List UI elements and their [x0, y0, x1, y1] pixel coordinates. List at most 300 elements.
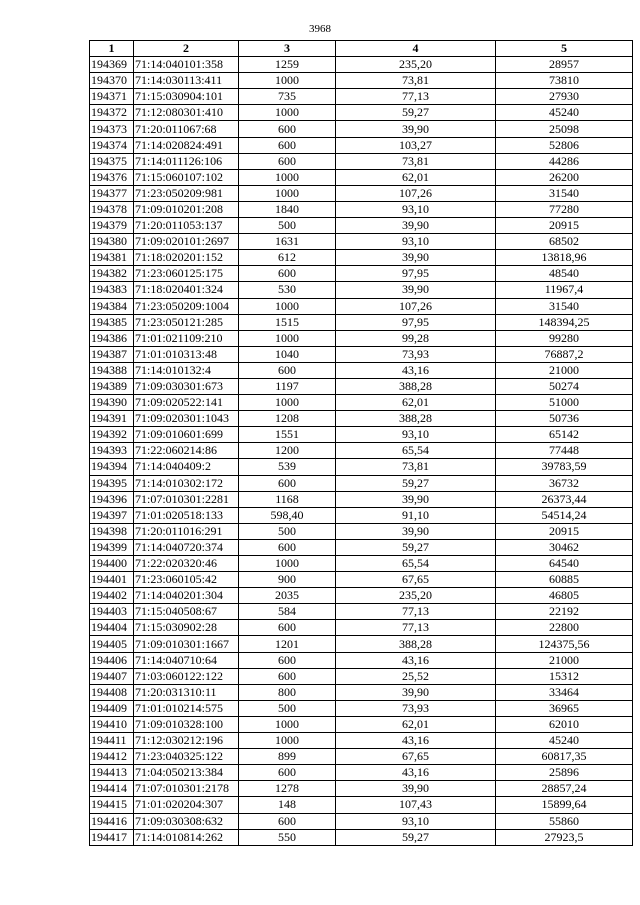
table-row	[90, 137, 633, 153]
cadastral-number-cell: 71:09:010601:699	[134, 427, 239, 443]
cadastral-number-cell: 71:22:020320:46	[134, 556, 239, 572]
table-row	[90, 733, 633, 749]
row-id-cell: 194410	[90, 716, 134, 732]
value-cell: 21000	[496, 652, 633, 668]
rate-cell: 59,27	[336, 539, 496, 555]
area-cell: 1000	[239, 395, 336, 411]
value-cell: 50274	[496, 378, 633, 394]
area-cell: 600	[239, 668, 336, 684]
row-id-cell: 194374	[90, 137, 134, 153]
row-id-cell: 194411	[90, 733, 134, 749]
table-row	[90, 636, 633, 652]
table-row	[90, 153, 633, 169]
area-cell: 1000	[239, 169, 336, 185]
rate-cell: 388,28	[336, 636, 496, 652]
value-cell: 52806	[496, 137, 633, 153]
value-cell: 60885	[496, 572, 633, 588]
header-row	[90, 41, 633, 57]
area-cell: 1000	[239, 73, 336, 89]
area-cell: 2035	[239, 588, 336, 604]
area-cell: 598,40	[239, 507, 336, 523]
area-cell: 600	[239, 652, 336, 668]
row-id-cell: 194406	[90, 652, 134, 668]
column-header-1: 1	[90, 41, 134, 57]
area-cell: 900	[239, 572, 336, 588]
area-cell: 1200	[239, 443, 336, 459]
cadastral-number-cell: 71:23:040325:122	[134, 749, 239, 765]
table-row	[90, 105, 633, 121]
row-id-cell: 194373	[90, 121, 134, 137]
area-cell: 600	[239, 539, 336, 555]
cadastral-number-cell: 71:14:040101:358	[134, 57, 239, 73]
cadastral-number-cell: 71:22:060214:86	[134, 443, 239, 459]
rate-cell: 99,28	[336, 330, 496, 346]
value-cell: 33464	[496, 684, 633, 700]
rate-cell: 73,93	[336, 700, 496, 716]
rate-cell: 39,90	[336, 781, 496, 797]
value-cell: 22192	[496, 604, 633, 620]
value-cell: 22800	[496, 620, 633, 636]
rate-cell: 59,27	[336, 105, 496, 121]
row-id-cell: 194379	[90, 218, 134, 234]
row-id-cell: 194400	[90, 556, 134, 572]
table-row	[90, 829, 633, 845]
area-cell: 500	[239, 523, 336, 539]
row-id-cell: 194402	[90, 588, 134, 604]
rate-cell: 235,20	[336, 57, 496, 73]
table-row	[90, 314, 633, 330]
area-cell: 1000	[239, 330, 336, 346]
area-cell: 1515	[239, 314, 336, 330]
row-id-cell: 194381	[90, 250, 134, 266]
row-id-cell: 194396	[90, 491, 134, 507]
table-row	[90, 57, 633, 73]
rate-cell: 39,90	[336, 523, 496, 539]
row-id-cell: 194415	[90, 797, 134, 813]
table-row	[90, 89, 633, 105]
rate-cell: 43,16	[336, 362, 496, 378]
rate-cell: 103,27	[336, 137, 496, 153]
value-cell: 62010	[496, 716, 633, 732]
cadastral-number-cell: 71:15:030904:101	[134, 89, 239, 105]
row-id-cell: 194388	[90, 362, 134, 378]
table-row	[90, 652, 633, 668]
table-row	[90, 411, 633, 427]
row-id-cell: 194397	[90, 507, 134, 523]
data-table	[89, 40, 633, 846]
cadastral-number-cell: 71:04:050213:384	[134, 765, 239, 781]
value-cell: 65142	[496, 427, 633, 443]
value-cell: 64540	[496, 556, 633, 572]
rate-cell: 59,27	[336, 475, 496, 491]
cadastral-number-cell: 71:14:020824:491	[134, 137, 239, 153]
row-id-cell: 194386	[90, 330, 134, 346]
table-row	[90, 813, 633, 829]
area-cell: 600	[239, 620, 336, 636]
row-id-cell: 194377	[90, 185, 134, 201]
row-id-cell: 194378	[90, 201, 134, 217]
cadastral-number-cell: 71:20:011053:137	[134, 218, 239, 234]
rate-cell: 67,65	[336, 749, 496, 765]
cadastral-number-cell: 71:14:040710:64	[134, 652, 239, 668]
column-header-4: 4	[336, 41, 496, 57]
area-cell: 600	[239, 266, 336, 282]
value-cell: 36732	[496, 475, 633, 491]
table-row	[90, 234, 633, 250]
row-id-cell: 194394	[90, 459, 134, 475]
table-row	[90, 73, 633, 89]
cadastral-number-cell: 71:14:030113:411	[134, 73, 239, 89]
value-cell: 15312	[496, 668, 633, 684]
rate-cell: 93,10	[336, 201, 496, 217]
area-cell: 1197	[239, 378, 336, 394]
rate-cell: 65,54	[336, 556, 496, 572]
area-cell: 1040	[239, 346, 336, 362]
value-cell: 26200	[496, 169, 633, 185]
value-cell: 54514,24	[496, 507, 633, 523]
value-cell: 39783,59	[496, 459, 633, 475]
rate-cell: 39,90	[336, 218, 496, 234]
table-row	[90, 185, 633, 201]
area-cell: 612	[239, 250, 336, 266]
row-id-cell: 194408	[90, 684, 134, 700]
cadastral-number-cell: 71:14:010814:262	[134, 829, 239, 845]
row-id-cell: 194404	[90, 620, 134, 636]
column-header-3: 3	[239, 41, 336, 57]
row-id-cell: 194403	[90, 604, 134, 620]
value-cell: 30462	[496, 539, 633, 555]
value-cell: 11967,4	[496, 282, 633, 298]
rate-cell: 73,81	[336, 459, 496, 475]
area-cell: 1000	[239, 556, 336, 572]
rate-cell: 77,13	[336, 89, 496, 105]
area-cell: 1000	[239, 185, 336, 201]
area-cell: 600	[239, 362, 336, 378]
table-row	[90, 201, 633, 217]
rate-cell: 39,90	[336, 684, 496, 700]
rate-cell: 97,95	[336, 314, 496, 330]
table-row	[90, 781, 633, 797]
area-cell: 584	[239, 604, 336, 620]
area-cell: 600	[239, 765, 336, 781]
cadastral-number-cell: 71:07:010301:2281	[134, 491, 239, 507]
table-row	[90, 556, 633, 572]
rate-cell: 73,81	[336, 73, 496, 89]
value-cell: 31540	[496, 298, 633, 314]
cadastral-number-cell: 71:23:060105:42	[134, 572, 239, 588]
value-cell: 13818,96	[496, 250, 633, 266]
area-cell: 735	[239, 89, 336, 105]
area-cell: 530	[239, 282, 336, 298]
page-number: 3968	[309, 23, 331, 35]
rate-cell: 59,27	[336, 829, 496, 845]
rate-cell: 107,43	[336, 797, 496, 813]
row-id-cell: 194382	[90, 266, 134, 282]
table-row	[90, 765, 633, 781]
table-row	[90, 346, 633, 362]
row-id-cell: 194405	[90, 636, 134, 652]
value-cell: 46805	[496, 588, 633, 604]
cadastral-number-cell: 71:09:030308:632	[134, 813, 239, 829]
cadastral-number-cell: 71:01:020204:307	[134, 797, 239, 813]
table-row	[90, 539, 633, 555]
table-row	[90, 459, 633, 475]
value-cell: 31540	[496, 185, 633, 201]
value-cell: 76887,2	[496, 346, 633, 362]
row-id-cell: 194376	[90, 169, 134, 185]
area-cell: 899	[239, 749, 336, 765]
area-cell: 600	[239, 121, 336, 137]
rate-cell: 388,28	[336, 411, 496, 427]
rate-cell: 62,01	[336, 716, 496, 732]
area-cell: 1000	[239, 298, 336, 314]
cadastral-number-cell: 71:14:040201:304	[134, 588, 239, 604]
area-cell: 1201	[239, 636, 336, 652]
table-row	[90, 218, 633, 234]
table-row	[90, 298, 633, 314]
rate-cell: 235,20	[336, 588, 496, 604]
table-row	[90, 523, 633, 539]
area-cell: 500	[239, 700, 336, 716]
cadastral-number-cell: 71:01:010214:575	[134, 700, 239, 716]
row-id-cell: 194395	[90, 475, 134, 491]
rate-cell: 107,26	[336, 185, 496, 201]
rate-cell: 39,90	[336, 282, 496, 298]
value-cell: 68502	[496, 234, 633, 250]
cadastral-number-cell: 71:20:031310:11	[134, 684, 239, 700]
table-row	[90, 378, 633, 394]
row-id-cell: 194372	[90, 105, 134, 121]
value-cell: 99280	[496, 330, 633, 346]
value-cell: 48540	[496, 266, 633, 282]
cadastral-number-cell: 71:01:020518:133	[134, 507, 239, 523]
value-cell: 51000	[496, 395, 633, 411]
rate-cell: 73,93	[336, 346, 496, 362]
row-id-cell: 194387	[90, 346, 134, 362]
row-id-cell: 194399	[90, 539, 134, 555]
cadastral-number-cell: 71:01:010313:48	[134, 346, 239, 362]
area-cell: 1208	[239, 411, 336, 427]
cadastral-number-cell: 71:23:050209:981	[134, 185, 239, 201]
table-row	[90, 604, 633, 620]
table-row	[90, 797, 633, 813]
area-cell: 148	[239, 797, 336, 813]
area-cell: 539	[239, 459, 336, 475]
table-row	[90, 475, 633, 491]
value-cell: 73810	[496, 73, 633, 89]
row-id-cell: 194389	[90, 378, 134, 394]
value-cell: 77280	[496, 201, 633, 217]
row-id-cell: 194398	[90, 523, 134, 539]
table-row	[90, 749, 633, 765]
cadastral-number-cell: 71:20:011067:68	[134, 121, 239, 137]
row-id-cell: 194409	[90, 700, 134, 716]
row-id-cell: 194390	[90, 395, 134, 411]
table-row	[90, 668, 633, 684]
rate-cell: 25,52	[336, 668, 496, 684]
rate-cell: 388,28	[336, 378, 496, 394]
cadastral-number-cell: 71:20:011016:291	[134, 523, 239, 539]
area-cell: 1631	[239, 234, 336, 250]
area-cell: 600	[239, 153, 336, 169]
area-cell: 800	[239, 684, 336, 700]
table-row	[90, 330, 633, 346]
cadastral-number-cell: 71:23:050121:285	[134, 314, 239, 330]
value-cell: 25896	[496, 765, 633, 781]
cadastral-number-cell: 71:12:030212:196	[134, 733, 239, 749]
row-id-cell: 194370	[90, 73, 134, 89]
value-cell: 124375,56	[496, 636, 633, 652]
cadastral-number-cell: 71:07:010301:2178	[134, 781, 239, 797]
value-cell: 28957	[496, 57, 633, 73]
value-cell: 27923,5	[496, 829, 633, 845]
area-cell: 1000	[239, 733, 336, 749]
value-cell: 60817,35	[496, 749, 633, 765]
table-row	[90, 395, 633, 411]
area-cell: 1278	[239, 781, 336, 797]
row-id-cell: 194385	[90, 314, 134, 330]
rate-cell: 43,16	[336, 652, 496, 668]
rate-cell: 43,16	[336, 733, 496, 749]
table-row	[90, 507, 633, 523]
value-cell: 15899,64	[496, 797, 633, 813]
row-id-cell: 194380	[90, 234, 134, 250]
rate-cell: 39,90	[336, 491, 496, 507]
table-row	[90, 427, 633, 443]
row-id-cell: 194413	[90, 765, 134, 781]
cadastral-number-cell: 71:23:060125:175	[134, 266, 239, 282]
row-id-cell: 194393	[90, 443, 134, 459]
value-cell: 45240	[496, 105, 633, 121]
row-id-cell: 194407	[90, 668, 134, 684]
row-id-cell: 194375	[90, 153, 134, 169]
row-id-cell: 194412	[90, 749, 134, 765]
row-id-cell: 194414	[90, 781, 134, 797]
table-row	[90, 684, 633, 700]
value-cell: 45240	[496, 733, 633, 749]
row-id-cell: 194369	[90, 57, 134, 73]
cadastral-number-cell: 71:15:030902:28	[134, 620, 239, 636]
rate-cell: 62,01	[336, 395, 496, 411]
column-header-2: 2	[134, 41, 239, 57]
value-cell: 21000	[496, 362, 633, 378]
row-id-cell: 194416	[90, 813, 134, 829]
table-row	[90, 266, 633, 282]
table-row	[90, 716, 633, 732]
cadastral-number-cell: 71:15:040508:67	[134, 604, 239, 620]
table-row	[90, 121, 633, 137]
value-cell: 25098	[496, 121, 633, 137]
rate-cell: 93,10	[336, 427, 496, 443]
area-cell: 1168	[239, 491, 336, 507]
area-cell: 600	[239, 813, 336, 829]
value-cell: 50736	[496, 411, 633, 427]
value-cell: 26373,44	[496, 491, 633, 507]
cadastral-number-cell: 71:09:020101:2697	[134, 234, 239, 250]
table-body	[90, 57, 633, 846]
cadastral-number-cell: 71:14:010132:4	[134, 362, 239, 378]
rate-cell: 39,90	[336, 250, 496, 266]
table-row	[90, 250, 633, 266]
value-cell: 77448	[496, 443, 633, 459]
row-id-cell: 194384	[90, 298, 134, 314]
rate-cell: 62,01	[336, 169, 496, 185]
rate-cell: 73,81	[336, 153, 496, 169]
cadastral-number-cell: 71:09:010301:1667	[134, 636, 239, 652]
cadastral-number-cell: 71:15:060107:102	[134, 169, 239, 185]
cadastral-number-cell: 71:18:020401:324	[134, 282, 239, 298]
row-id-cell: 194383	[90, 282, 134, 298]
row-id-cell: 194401	[90, 572, 134, 588]
area-cell: 600	[239, 137, 336, 153]
row-id-cell: 194391	[90, 411, 134, 427]
cadastral-number-cell: 71:18:020201:152	[134, 250, 239, 266]
value-cell: 20915	[496, 523, 633, 539]
value-cell: 36965	[496, 700, 633, 716]
cadastral-number-cell: 71:09:020301:1043	[134, 411, 239, 427]
table-row	[90, 443, 633, 459]
table-row	[90, 700, 633, 716]
table-row	[90, 620, 633, 636]
rate-cell: 39,90	[336, 121, 496, 137]
value-cell: 44286	[496, 153, 633, 169]
cadastral-number-cell: 71:09:010328:100	[134, 716, 239, 732]
table-row	[90, 491, 633, 507]
area-cell: 1551	[239, 427, 336, 443]
row-id-cell: 194417	[90, 829, 134, 845]
cadastral-number-cell: 71:14:011126:106	[134, 153, 239, 169]
rate-cell: 43,16	[336, 765, 496, 781]
rate-cell: 91,10	[336, 507, 496, 523]
cadastral-number-cell: 71:03:060122:122	[134, 668, 239, 684]
table-row	[90, 282, 633, 298]
value-cell: 55860	[496, 813, 633, 829]
area-cell: 1000	[239, 105, 336, 121]
rate-cell: 93,10	[336, 813, 496, 829]
row-id-cell: 194371	[90, 89, 134, 105]
cadastral-number-cell: 71:23:050209:1004	[134, 298, 239, 314]
cadastral-number-cell: 71:14:040720:374	[134, 539, 239, 555]
rate-cell: 67,65	[336, 572, 496, 588]
cadastral-number-cell: 71:01:021109:210	[134, 330, 239, 346]
rate-cell: 77,13	[336, 604, 496, 620]
value-cell: 148394,25	[496, 314, 633, 330]
table-row	[90, 588, 633, 604]
column-header-5: 5	[496, 41, 633, 57]
cadastral-number-cell: 71:12:080301:410	[134, 105, 239, 121]
rate-cell: 97,95	[336, 266, 496, 282]
area-cell: 500	[239, 218, 336, 234]
value-cell: 27930	[496, 89, 633, 105]
area-cell: 1259	[239, 57, 336, 73]
area-cell: 1000	[239, 716, 336, 732]
cadastral-number-cell: 71:09:020522:141	[134, 395, 239, 411]
area-cell: 550	[239, 829, 336, 845]
table-row	[90, 572, 633, 588]
cadastral-number-cell: 71:09:030301:673	[134, 378, 239, 394]
cadastral-number-cell: 71:14:040409:2	[134, 459, 239, 475]
table-row	[90, 169, 633, 185]
value-cell: 20915	[496, 218, 633, 234]
area-cell: 1840	[239, 201, 336, 217]
area-cell: 600	[239, 475, 336, 491]
row-id-cell: 194392	[90, 427, 134, 443]
rate-cell: 93,10	[336, 234, 496, 250]
value-cell: 28857,24	[496, 781, 633, 797]
rate-cell: 77,13	[336, 620, 496, 636]
table-row	[90, 362, 633, 378]
cadastral-number-cell: 71:14:010302:172	[134, 475, 239, 491]
